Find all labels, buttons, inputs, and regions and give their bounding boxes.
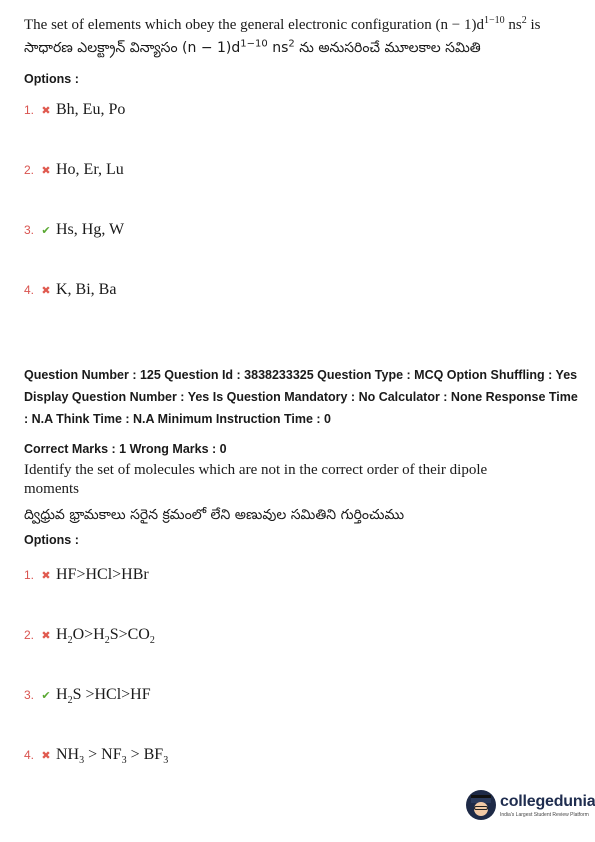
q2-metadata (24, 364, 584, 430)
option-number: 1. (24, 103, 35, 117)
q2-marks: Correct Marks : 1 Wrong Marks : 0 (24, 442, 227, 456)
option-text: $NH_3 > NF_3 > BF_3$ (56, 746, 169, 767)
wrong-mark-icon: ✖ (41, 569, 51, 582)
q1-stem-prefix: The set of elements which obey the general electronic configuration (24, 17, 432, 33)
option-text: Ho, Er, Lu (56, 161, 124, 178)
q2-option-3[interactable] (24, 686, 151, 707)
q2-meta-line-3: : N.A Think Time : N.A Minimum Instruction Time : 0 (24, 412, 331, 426)
option-number: 4. (24, 748, 35, 762)
logo-name: collegedunia (500, 792, 595, 810)
wrong-mark-icon: ✖ (41, 749, 51, 762)
q1-option-2[interactable] (24, 161, 124, 179)
collegedunia-logo[interactable] (466, 790, 595, 820)
q2-stem-line-1: Identify the set of molecules which are not in the correct order of their dipole (24, 462, 488, 478)
q2-stem (24, 461, 584, 499)
option-text: $H_2O>H_2S>CO_2$ (56, 626, 155, 647)
q2-option-4[interactable] (24, 746, 169, 767)
q2-option-1[interactable] (24, 566, 149, 584)
q2-telugu-stem: ద్విధ్రువ భ్రామకాలు సరైన క్రమంలో లేని అణువుల సమితిని గుర్తించుము (24, 507, 405, 523)
option-number: 2. (24, 628, 35, 642)
q1-option-3[interactable] (24, 221, 124, 239)
option-number: 1. (24, 568, 35, 582)
wrong-mark-icon: ✖ (41, 164, 51, 177)
option-text: $H_2S >HCl>HF$ (56, 686, 151, 707)
logo-tagline: India's Largest Student Review Platform (500, 811, 589, 818)
correct-check-icon: ✔ (41, 689, 51, 702)
wrong-mark-icon: ✖ (41, 629, 51, 642)
option-text: K, Bi, Ba (56, 281, 117, 298)
q1-options-label: Options : (24, 72, 79, 86)
q2-options-label: Options : (24, 533, 79, 547)
q1-option-4[interactable] (24, 281, 116, 299)
option-number: 3. (24, 688, 35, 702)
q2-meta-line-1: Question Number : 125 Question Id : 3838233325 Question Type : MCQ Option Shuffling : Yes (24, 368, 578, 382)
q1-stem-formula: $(n - 1)d^{1-10}$ $ns^2$ (435, 15, 527, 33)
option-number: 3. (24, 223, 35, 237)
option-text: HF>HCl>HBr (56, 566, 149, 583)
q2-meta-line-2: Display Question Number : Yes Is Question Mandatory : No Calculator : None Response Time (24, 390, 578, 404)
wrong-mark-icon: ✖ (41, 104, 51, 117)
correct-check-icon: ✔ (41, 224, 51, 237)
q2-stem-line-2: moments (24, 481, 79, 497)
graduate-mascot-icon (466, 790, 496, 820)
q1-stem (24, 16, 584, 35)
option-text: Hs, Hg, W (56, 221, 125, 238)
wrong-mark-icon: ✖ (41, 284, 51, 297)
q1-telugu-stem: సాధారణ ఎలక్ట్రాన్ విన్యాసం $(n - 1)d^{1-10}$ $ns^2$ ను అనుసరించే మూలకాల సమితి (24, 38, 481, 56)
option-number: 2. (24, 163, 35, 177)
q1-stem-suffix: is (526, 17, 541, 33)
option-number: 4. (24, 283, 35, 297)
q1-option-1[interactable] (24, 101, 125, 119)
option-text: Bh, Eu, Po (56, 101, 126, 118)
q2-option-2[interactable] (24, 626, 155, 647)
